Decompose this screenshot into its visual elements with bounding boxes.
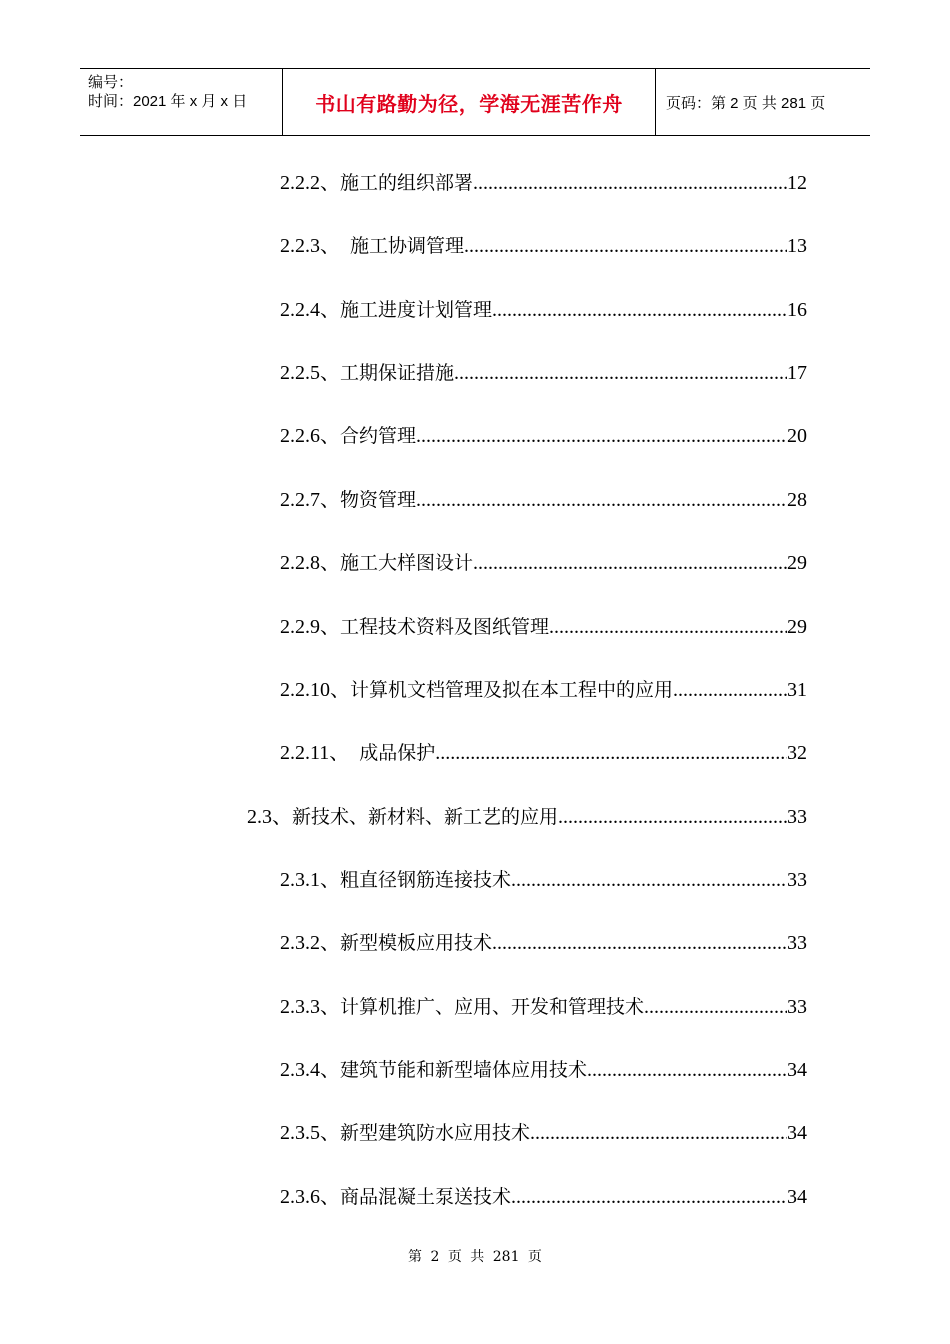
toc-title: 施工大样图设计: [340, 552, 474, 574]
page-footer: 第 2 页 共 281 页: [408, 1249, 542, 1265]
toc-page: 29: [787, 552, 807, 574]
toc-page: 33: [787, 806, 807, 828]
toc-title: 合约管理: [340, 425, 417, 447]
toc-entry[interactable]: [280, 928, 807, 958]
toc-title: 建筑节能和新型墙体应用技术: [340, 1059, 588, 1081]
toc-number: 2.2.6、: [280, 425, 340, 447]
toc-number: 2.2.5、: [280, 362, 340, 384]
toc-leader: [454, 358, 787, 388]
toc-leader: [416, 421, 787, 451]
toc-page: 28: [787, 489, 807, 511]
toc-entry[interactable]: [280, 358, 807, 388]
toc-title: 粗直径钢筋连接技术: [340, 869, 512, 891]
toc-leader: [416, 485, 787, 515]
toc-number: 2.3.5、: [280, 1122, 340, 1144]
toc-entry[interactable]: [280, 295, 807, 325]
toc-leader: [558, 802, 787, 832]
toc-entry[interactable]: [280, 1182, 807, 1212]
toc-leader: [464, 231, 787, 261]
toc-entry[interactable]: [280, 231, 807, 261]
toc-entry[interactable]: [280, 612, 807, 642]
toc-number: 2.2.2、: [280, 172, 340, 194]
toc-title: 施工的组织部署: [340, 172, 474, 194]
toc-number: 2.2.9、: [280, 616, 340, 638]
toc-entry[interactable]: [280, 865, 807, 895]
toc-title: 成品保护: [359, 742, 436, 764]
toc-number: 2.3.2、: [280, 932, 340, 954]
serial-label: 编号：: [88, 74, 134, 91]
toc-number: 2.2.8、: [280, 552, 340, 574]
toc-leader: [511, 1182, 787, 1212]
toc-page: 34: [787, 1059, 807, 1081]
toc-leader: [435, 738, 787, 768]
toc-leader: [511, 865, 787, 895]
toc-leader: [473, 168, 787, 198]
toc-leader: [530, 1118, 787, 1148]
header-meta: [80, 69, 282, 135]
toc-leader: [473, 548, 787, 578]
toc-title: 新型建筑防水应用技术: [340, 1122, 531, 1144]
toc-page: 20: [787, 425, 807, 447]
toc-number: 2.2.11、: [280, 742, 350, 764]
toc-title: 物资管理: [340, 489, 417, 511]
toc-title: 新技术、新材料、新工艺的应用: [292, 806, 559, 828]
toc-entry[interactable]: [280, 738, 807, 768]
toc-leader: [549, 612, 787, 642]
toc-page: 34: [787, 1122, 807, 1144]
toc-number: 2.2.7、: [280, 489, 340, 511]
toc-page: 29: [787, 616, 807, 638]
toc-entry[interactable]: [280, 675, 807, 705]
toc-number: 2.3、: [247, 806, 292, 828]
page-header: [80, 68, 870, 136]
toc-title: 计算机推广、应用、开发和管理技术: [340, 996, 645, 1018]
toc-number: 2.3.4、: [280, 1059, 340, 1081]
toc-entry[interactable]: [280, 548, 807, 578]
toc-number: 2.2.4、: [280, 299, 340, 321]
toc-entry[interactable]: [280, 485, 807, 515]
toc-number: 2.3.6、: [280, 1186, 340, 1208]
toc-leader: [644, 992, 787, 1022]
toc-leader: [492, 928, 787, 958]
toc-page: 33: [787, 996, 807, 1018]
time-label: 时间：2021 年 x 月 x 日: [88, 93, 248, 110]
toc-entry[interactable]: [280, 168, 807, 198]
header-motto: 书山有路勤为径，学海无涯苦作舟: [282, 69, 656, 135]
toc-number: 2.3.3、: [280, 996, 340, 1018]
toc-entry[interactable]: [280, 1118, 807, 1148]
toc-leader: [492, 295, 787, 325]
toc-number: 2.3.1、: [280, 869, 340, 891]
toc-page: 32: [787, 742, 807, 764]
toc-page: 33: [787, 932, 807, 954]
toc-leader: [587, 1055, 787, 1085]
toc-title: 施工进度计划管理: [340, 299, 493, 321]
toc-page: 17: [787, 362, 807, 384]
toc-title: 计算机文档管理及拟在本工程中的应用: [350, 679, 674, 701]
toc-title: 施工协调管理: [350, 235, 465, 257]
toc-page: 34: [787, 1186, 807, 1208]
toc-title: 商品混凝土泵送技术: [340, 1186, 512, 1208]
toc-number: 2.2.10、: [280, 679, 350, 701]
toc-entry[interactable]: [280, 992, 807, 1022]
toc-entry[interactable]: [247, 802, 807, 832]
toc-entry[interactable]: [280, 1055, 807, 1085]
toc-page: 12: [787, 172, 807, 194]
toc-page: 33: [787, 869, 807, 891]
toc-title: 工程技术资料及图纸管理: [340, 616, 550, 638]
toc-page: 13: [787, 235, 807, 257]
toc-title: 新型模板应用技术: [340, 932, 493, 954]
toc-number: 2.2.3、: [280, 235, 340, 257]
toc-entry[interactable]: [280, 421, 807, 451]
header-page-info: 页码：第 2 页 共 281 页: [666, 94, 826, 112]
toc-page: 31: [787, 679, 807, 701]
toc-page: 16: [787, 299, 807, 321]
toc-leader: [673, 675, 787, 705]
toc-title: 工期保证措施: [340, 362, 455, 384]
